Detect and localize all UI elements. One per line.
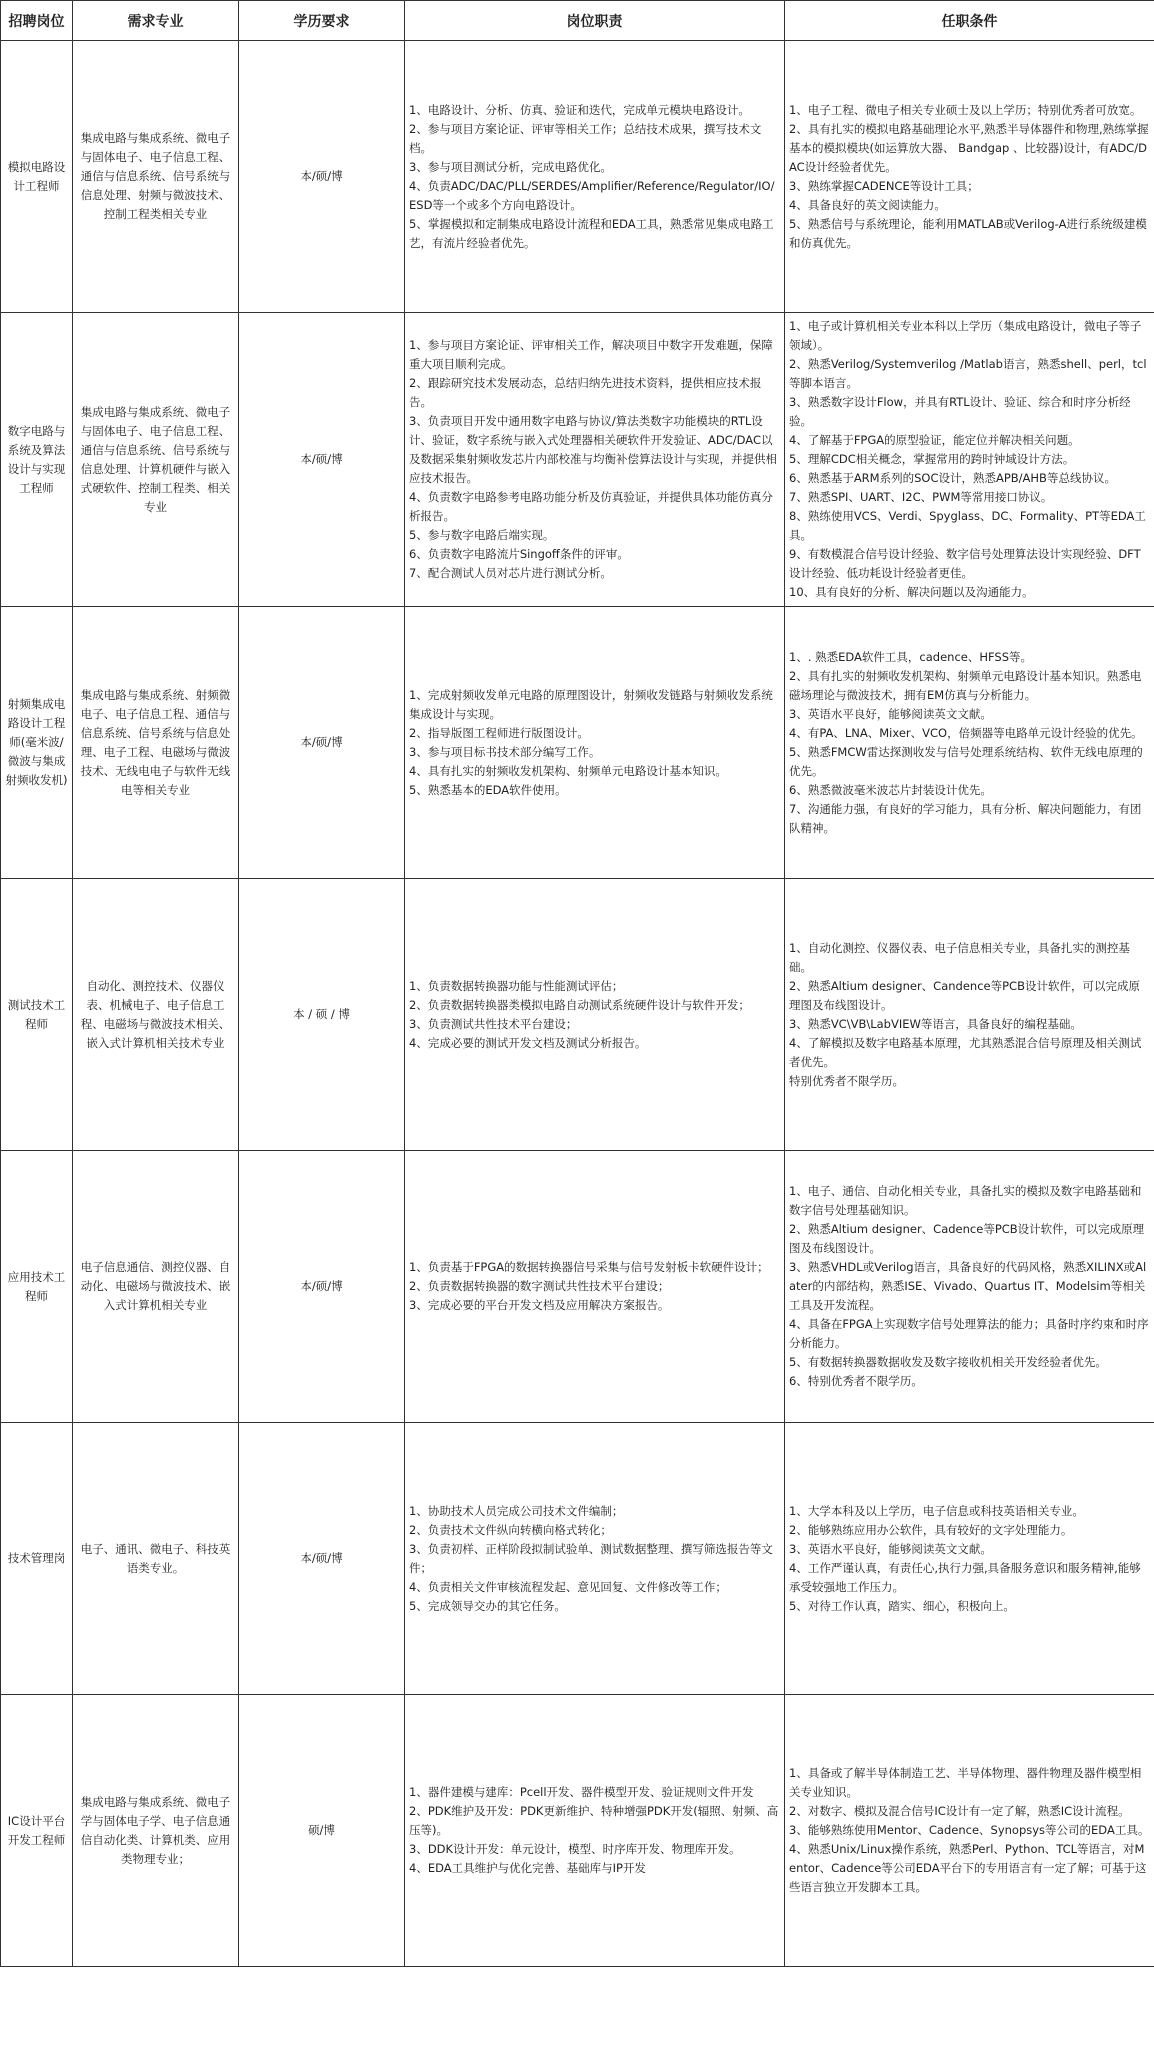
job-title-cell: 技术管理岗	[1, 1423, 73, 1695]
education-cell: 本/硕/博	[239, 1423, 405, 1695]
major-cell: 集成电路与集成系统、微电子与固体电子、电子信息工程、通信与信息系统、信号系统与信息处理、计算机硬件与嵌入式硬软件、控制工程类、相关专业	[73, 313, 239, 607]
duty-line: 2、指导版图工程师进行版图设计。	[409, 725, 589, 740]
major-cell: 集成电路与集成系统、微电子与固体电子、电子信息工程、通信与信息系统、信号系统与信息处理、射频与微波技术、控制工程类相关专业	[73, 41, 239, 313]
major-cell: 集成电路与集成系统、射频微电子、电子信息工程、通信与信息系统、信号系统与信息处理、电子工程、电磁场与微波技术、无线电电子与软件无线电等相关专业	[73, 607, 239, 879]
requirement-line: 1、电子或计算机相关专业本科以上学历（集成电路设计，微电子等子领域）。	[789, 319, 1142, 352]
header-education: 学历要求	[239, 1, 405, 41]
requirement-line: 4、了解基于FPGA的原型验证，能定位并解决相关问题。	[789, 433, 1080, 447]
requirement-line: 1、大学本科及以上学历，电子信息或科技英语相关专业。	[789, 1503, 1084, 1518]
header-requirements: 任职条件	[785, 1, 1154, 41]
duty-line: 3、DDK设计开发：单元设计，模型、时序库开发、物理库开发。	[409, 1842, 741, 1856]
duty-line: 4、完成必要的测试开发文档及测试分析报告。	[409, 1035, 647, 1050]
requirement-line: 6、特别优秀者不限学历。	[789, 1374, 923, 1388]
requirements-cell	[785, 879, 1154, 1151]
duty-line: 3、参与项目标书技术部分编写工作。	[409, 744, 601, 759]
requirement-line: 8、熟练使用VCS、Verdi、Spyglass、DC、Formality、PT等EDA工具。	[789, 509, 1146, 542]
table-body	[1, 41, 1154, 1967]
education-cell: 硕/博	[239, 1695, 405, 1967]
table-row	[1, 607, 1154, 879]
header-duties: 岗位职责	[405, 1, 785, 41]
major-cell: 电子、通讯、微电子、科技英语类专业。	[73, 1423, 239, 1695]
requirement-line: 1、. 熟悉EDA软件工具，cadence、HFSS等。	[789, 649, 1033, 664]
requirement-line: 4、熟悉Unix/Linux操作系统，熟悉Perl、Python、TCL等语言，对Mentor、Cadence等公司EDA平台下的专用语言有一定了解；可基于这些语言独立开发脚本工具。	[789, 1842, 1147, 1894]
duty-line: 4、负责数字电路参考电路功能分析及仿真验证，并提供具体功能仿真分析报告。	[409, 490, 773, 523]
job-title-cell: 模拟电路设计工程师	[1, 41, 73, 313]
duty-line: 3、负责初样、正样阶段拟制试验单、测试数据整理、撰写筛选报告等文件；	[409, 1541, 773, 1575]
requirement-line: 3、能够熟练使用Mentor、Cadence、Synopsys等公司的EDA工具。	[789, 1823, 1150, 1837]
requirements-cell	[785, 1423, 1154, 1695]
major-cell: 电子信息通信、测控仪器、自动化、电磁场与微波技术、嵌入式计算机相关专业	[73, 1151, 239, 1423]
requirements-cell	[785, 41, 1154, 313]
requirement-line: 3、熟悉数字设计Flow，并具有RTL设计、验证、综合和时序分析经验。	[789, 395, 1131, 428]
duties-cell	[405, 607, 785, 879]
requirement-line: 1、自动化测控、仪器仪表、电子信息相关专业，具备扎实的测控基础。	[789, 940, 1130, 974]
duty-line: 5、完成领导交办的其它任务。	[409, 1598, 566, 1613]
duty-line: 5、熟悉基本的EDA软件使用。	[409, 782, 567, 797]
duty-line: 4、具有扎实的射频收发机架构、射频单元电路设计基本知识。	[409, 763, 727, 778]
table-row	[1, 1695, 1154, 1967]
requirement-line: 1、电子工程、微电子相关专业硕士及以上学历；特别优秀者可放宽。	[789, 102, 1142, 117]
job-title-cell: 测试技术工程师	[1, 879, 73, 1151]
education-cell: 本 / 硕 / 博	[239, 879, 405, 1151]
requirements-cell	[785, 1151, 1154, 1423]
duty-line: 2、负责数据转换器的数字测试共性技术平台建设；	[409, 1279, 670, 1293]
duty-line: 3、参与项目测试分析，完成电路优化。	[409, 159, 612, 174]
requirement-line: 4、具备良好的英文阅读能力。	[789, 197, 946, 212]
table-row	[1, 879, 1154, 1151]
requirement-line: 3、英语水平良好，能够阅读英文文献。	[789, 1541, 992, 1556]
requirement-line: 2、具有扎实的模拟电路基础理论水平,熟悉半导体器件和物理,熟练掌握基本的模拟模块(如运算放大器、 Bandgap 、比较器)设计，有ADC/DAC设计经验者优先。	[789, 121, 1149, 174]
education-cell: 本/硕/博	[239, 607, 405, 879]
duties-cell	[405, 879, 785, 1151]
education-cell: 本/硕/博	[239, 1151, 405, 1423]
requirement-line: 4、具备在FPGA上实现数字信号处理算法的能力；具备时序约束和时序分析能力。	[789, 1317, 1149, 1350]
requirement-line: 1、具备或了解半导体制造工艺、半导体物理、器件物理及器件模型相关专业知识。	[789, 1766, 1142, 1799]
duties-cell	[405, 1423, 785, 1695]
requirement-line: 3、熟练掌握CADENCE等设计工具；	[789, 178, 979, 193]
requirement-line: 9、有数模混合信号设计经验、数字信号处理算法设计实现经验、DFT设计经验、低功耗设计经验者更佳。	[789, 547, 1141, 580]
requirement-line: 3、英语水平良好，能够阅读英文文献。	[789, 706, 992, 721]
requirement-line: 10、具有良好的分析、解决问题以及沟通能力。	[789, 585, 1034, 599]
requirement-line: 7、熟悉SPI、UART、I2C、PWM等常用接口协议。	[789, 490, 1053, 504]
requirement-line: 4、了解模拟及数字电路基本原理，尤其熟悉混合信号原理及相关测试者优先。	[789, 1035, 1142, 1069]
duty-line: 3、完成必要的平台开发文档及应用解决方案报告。	[409, 1298, 670, 1312]
requirement-line: 4、有PA、LNA、Mixer、VCO，倍频器等电路单元设计经验的优先。	[789, 725, 1143, 740]
job-title-cell: 数字电路与系统及算法设计与实现工程师	[1, 313, 73, 607]
duty-line: 4、EDA工具维护与优化完善、基础库与IP开发	[409, 1861, 646, 1875]
duties-cell	[405, 1695, 785, 1967]
requirement-line: 2、具有扎实的射频收发机架构、射频单元电路设计基本知识。熟悉电磁场理论与微波技术，拥有EM仿真与分析能力。	[789, 668, 1142, 702]
duty-line: 1、协助技术人员完成公司技术文件编制；	[409, 1503, 624, 1518]
requirement-line: 3、熟悉VHDL或Verilog语言，具备良好的代码风格，熟悉XILINX或Alater的内部结构，熟悉ISE、Vivado、Quartus IT、Modelsim等相关工具及开发流程。	[789, 1260, 1147, 1312]
education-cell: 本/硕/博	[239, 41, 405, 313]
duty-line: 1、负责数据转换器功能与性能测试评估；	[409, 978, 624, 993]
requirement-line: 1、电子、通信、自动化相关专业，具备扎实的模拟及数字电路基础和数字信号处理基础知识。	[789, 1184, 1142, 1217]
requirements-cell	[785, 607, 1154, 879]
education-cell: 本/硕/博	[239, 313, 405, 607]
requirement-line: 3、熟悉VC\VB\LabVIEW等语言，具备良好的编程基础。	[789, 1016, 1082, 1031]
requirement-line: 7、沟通能力强，有良好的学习能力，具有分析、解决问题能力，有团队精神。	[789, 801, 1142, 835]
job-title-cell: 射频集成电路设计工程师(毫米波/微波与集成射频收发机)	[1, 607, 73, 879]
requirement-line: 2、熟悉Altium designer、Candence等PCB设计软件，可以完成原理图及布线图设计。	[789, 978, 1140, 1012]
major-cell: 自动化、测控技术、仪器仪表、机械电子、电子信息工程、电磁场与微波技术相关、嵌入式计算机相关技术专业	[73, 879, 239, 1151]
duties-cell	[405, 1151, 785, 1423]
requirement-line: 5、熟悉FMCW雷达探测收发与信号处理系统结构、软件无线电原理的优先。	[789, 744, 1143, 778]
requirement-line: 5、对待工作认真，踏实、细心，积极向上。	[789, 1598, 1015, 1613]
major-cell: 集成电路与集成系统、微电子学与固体电子学、电子信息通信自动化类、计算机类、应用类物理专业；	[73, 1695, 239, 1967]
duties-cell	[405, 313, 785, 607]
duty-line: 1、电路设计、分析、仿真、验证和迭代，完成单元模块电路设计。	[409, 102, 750, 117]
requirement-line: 5、熟悉信号与系统理论，能利用MATLAB或Verilog-A进行系统级建模和仿真优先。	[789, 216, 1147, 250]
header-position: 招聘岗位	[1, 1, 73, 41]
duty-line: 5、掌握模拟和定制集成电路设计流程和EDA工具，熟悉常见集成电路工艺，有流片经验者优先。	[409, 216, 774, 250]
duty-line: 3、负责项目开发中通用数字电路与协议/算法类数字功能模块的RTL设计、验证，数字系统与嵌入式处理器相关硬软件开发验证、ADC/DAC以及数据采集射频收发芯片内部校准与均衡补偿算法设计与实现，并提供相应技术报告。	[409, 414, 777, 485]
requirement-line: 4、工作严谨认真，有责任心,执行力强,具备服务意识和服务精神,能够承受较强地工作压力。	[789, 1560, 1141, 1594]
requirement-line: 6、熟悉微波毫米波芯片封装设计优先。	[789, 782, 992, 797]
requirement-line: 特别优秀者不限学历。	[789, 1073, 904, 1088]
duty-line: 3、负责测试共性技术平台建设；	[409, 1016, 578, 1031]
duty-line: 7、配合测试人员对芯片进行测试分析。	[409, 566, 612, 580]
requirements-cell	[785, 1695, 1154, 1967]
table-row	[1, 41, 1154, 313]
header-row	[1, 1, 1154, 41]
duty-line: 2、负责数据转换器类模拟电路自动测试系统硬件设计与软件开发；	[409, 997, 750, 1012]
duty-line: 4、负责相关文件审核流程发起、意见回复、文件修改等工作；	[409, 1579, 727, 1594]
duty-line: 4、负责ADC/DAC/PLL/SERDES/Amplifier/Reference/Regulator/IO/ESD等一个或多个方向电路设计。	[409, 178, 775, 212]
requirement-line: 2、熟悉Altium designer、Cadence等PCB设计软件，可以完成原理图及布线图设计。	[789, 1222, 1145, 1255]
header-major: 需求专业	[73, 1, 239, 41]
table-row	[1, 313, 1154, 607]
duty-line: 2、跟踪研究技术发展动态，总结归纳先进技术资料，提供相应技术报告。	[409, 376, 762, 409]
table-row	[1, 1423, 1154, 1695]
requirement-line: 5、有数据转换器数据收发及数字接收机相关开发经验者优先。	[789, 1355, 1107, 1369]
requirement-line: 2、熟悉Verilog/Systemverilog /Matlab语言，熟悉shell、perl，tcl等脚本语言。	[789, 357, 1147, 390]
duty-line: 1、负责基于FPGA的数据转换器信号采集与信号发射板卡软硬件设计；	[409, 1260, 769, 1274]
duty-line: 2、PDK维护及开发：PDK更新维护、特种增强PDK开发(辐照、射频、高压等)。	[409, 1804, 779, 1837]
requirement-line: 5、理解CDC相关概念，掌握常用的跨时钟域设计方法。	[789, 452, 1075, 466]
requirement-line: 2、对数字、模拟及混合信号IC设计有一定了解，熟悉IC设计流程。	[789, 1804, 1130, 1818]
duty-line: 6、负责数字电路流片Singoff条件的评审。	[409, 547, 629, 561]
duty-line: 5、参与数字电路后端实现。	[409, 528, 555, 542]
duty-line: 2、参与项目方案论证、评审等相关工作；总结技术成果，撰写技术文档。	[409, 121, 762, 155]
table-row	[1, 1151, 1154, 1423]
duties-cell	[405, 41, 785, 313]
requirement-line: 6、熟悉基于ARM系列的SOC设计，熟悉APB/AHB等总线协议。	[789, 471, 1116, 485]
job-title-cell: 应用技术工程师	[1, 1151, 73, 1423]
duty-line: 1、器件建模与建库：Pcell开发、器件模型开发、验证规则文件开发	[409, 1785, 754, 1799]
job-title-cell: IC设计平台开发工程师	[1, 1695, 73, 1967]
requirement-line: 2、能够熟练应用办公软件，具有较好的文字处理能力。	[789, 1522, 1073, 1537]
duty-line: 2、负责技术文件纵向转横向格式转化；	[409, 1522, 612, 1537]
requirements-cell	[785, 313, 1154, 607]
duty-line: 1、参与项目方案论证、评审相关工作，解决项目中数字开发难题，保障重大项目顺利完成。	[409, 338, 773, 371]
duty-line: 1、完成射频收发单元电路的原理图设计，射频收发链路与射频收发系统集成设计与实现。	[409, 687, 773, 721]
